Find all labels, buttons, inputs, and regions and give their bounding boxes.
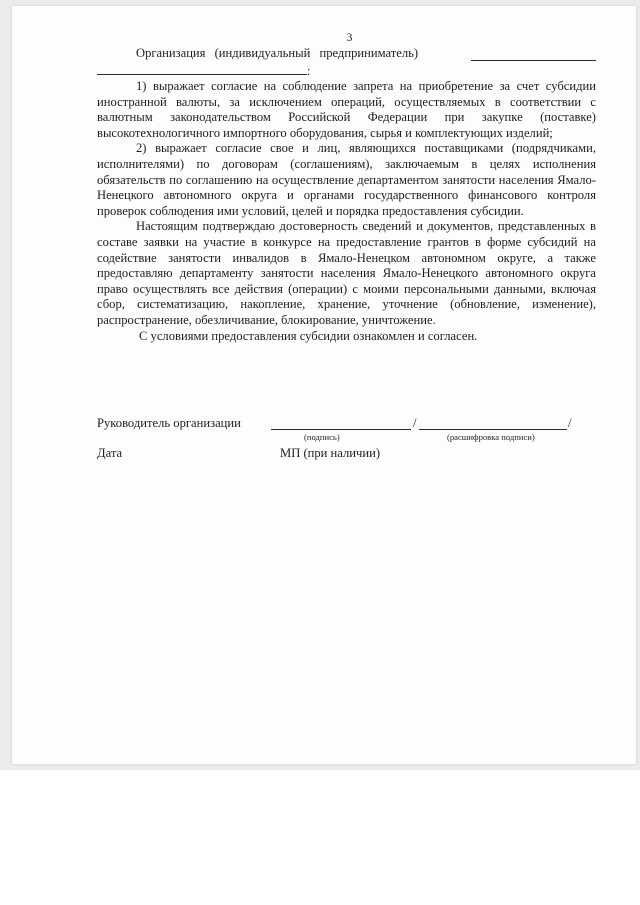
signature-hints [97, 432, 596, 444]
signature-row [97, 416, 596, 432]
organization-colon: : [307, 64, 311, 78]
page-number: 3 [346, 32, 353, 44]
signature-slash: / [413, 416, 417, 430]
date-stamp-row [97, 446, 596, 462]
stamp-label: МП (при наличии) [280, 446, 381, 460]
date-label: Дата [97, 446, 123, 460]
signature-block [97, 416, 596, 462]
paragraph-currency-ban: 1) выражает согласие на соблюдение запрета на приобретение за счет субсидии иностранной валюты, за исключением операций, осуществляемых в соответствии с валютным законодательством Российской Федерации при закупке (поставке) высокотехнологичного импортного оборудования, сырья и комплектующих изделий; [97, 79, 596, 140]
organization-line-continued [97, 62, 596, 79]
signature-hint: (подпись) [304, 432, 340, 442]
organization-name-blank [471, 48, 596, 61]
document-body [97, 30, 596, 344]
decoding-hint: (расшифровка подписи) [447, 432, 535, 442]
head-of-organization-label: Руководитель организации [97, 416, 241, 430]
signature-slash-end: / [568, 416, 572, 430]
paragraph-personal-data: Настоящим подтверждаю достоверность сведений и документов, представленных в составе заявки на участие в конкурсе на предоставление грантов в форме субсидий на содействие занятости инвалидов в Ямало-Ненецком автономном округе, а также предоставляю департаменту занятости населения Ямало-Ненецкого автономного округа право осуществлять все действия (операции) с моими персональными данными, включая сбор, систематизацию, накопление, хранение, уточнение (обновление, изменение), распространение, обезличивание, блокирование, уничтожение. [97, 219, 596, 327]
paragraph-inspection-consent: 2) выражает согласие свое и лиц, являющихся поставщиками (подрядчиками, исполнителями) по договорам (соглашениям), заключаемым в целях исполнения обязательств по соглашению на осуществление департаментом занятости населения Ямало-Ненецкого автономного округа и органами государственного финансового контроля проверок соблюдения ими условий, целей и порядка предоставления субсидии. [97, 141, 596, 218]
organization-name-blank-continued [97, 62, 307, 75]
organization-line [97, 46, 596, 62]
signature-blank [271, 416, 411, 430]
organization-label: Организация (индивидуальный предприниматель) [136, 46, 419, 60]
blank-area [0, 770, 640, 905]
agreement-statement: С условиями предоставления субсидии ознакомлен и согласен. [139, 328, 478, 343]
signature-decoding-blank [419, 416, 567, 430]
